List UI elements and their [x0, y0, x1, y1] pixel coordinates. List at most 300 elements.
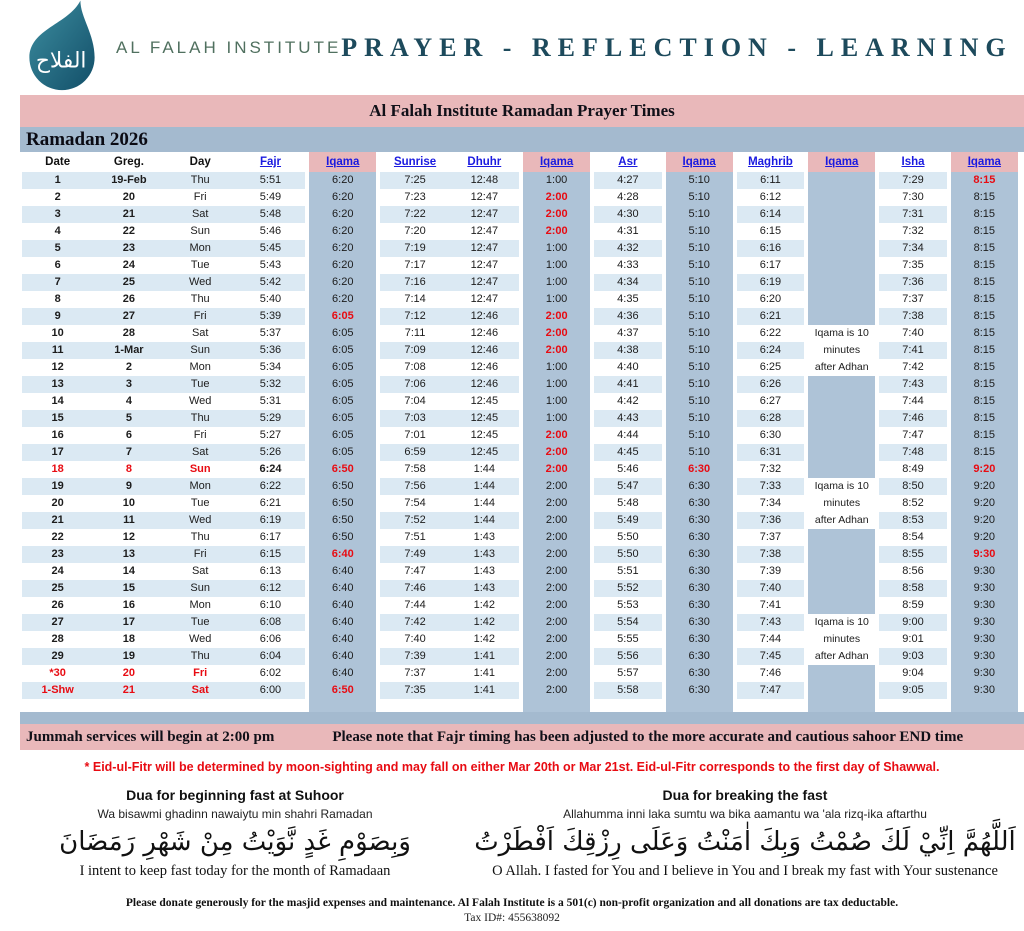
- cell-isha: 7:31: [877, 206, 948, 223]
- cell-dhuhr-iqama: 2:00: [521, 342, 592, 359]
- cell-fajr-iqama: 6:05: [307, 410, 378, 427]
- cell-day: Fri: [165, 308, 236, 325]
- cell-dhuhr-iqama: 2:00: [521, 682, 592, 699]
- cell-asr-iqama: 5:10: [664, 444, 735, 461]
- tax-id: Tax ID#: 455638092: [464, 912, 560, 924]
- cell-dhuhr-iqama: 1:00: [521, 274, 592, 291]
- cell-dhuhr: 12:47: [450, 189, 521, 206]
- cell-isha-iqama: 8:15: [949, 274, 1020, 291]
- cell-greg: 25: [93, 274, 164, 291]
- cell-isha: 8:49: [877, 461, 948, 478]
- cell-maghrib: 6:25: [735, 359, 806, 376]
- cell-fajr: 5:37: [236, 325, 307, 342]
- cell-date: 23: [22, 546, 93, 563]
- cell-fajr-iqama: 6:20: [307, 206, 378, 223]
- table-row: [22, 444, 1020, 461]
- cell-dhuhr-iqama: 2:00: [521, 631, 592, 648]
- cell-isha-iqama: 9:20: [949, 512, 1020, 529]
- table-header-row: [22, 152, 1020, 172]
- cell-isha-iqama: 8:15: [949, 444, 1020, 461]
- cell-maghrib: 6:27: [735, 393, 806, 410]
- cell-isha: 7:42: [877, 359, 948, 376]
- cell-dhuhr-iqama: [521, 699, 592, 712]
- cell-maghrib-iqama: [806, 597, 877, 614]
- cell-fajr: 5:45: [236, 240, 307, 257]
- cell-dhuhr-iqama: 2:00: [521, 563, 592, 580]
- cell-fajr: 6:04: [236, 648, 307, 665]
- table-row: [22, 580, 1020, 597]
- cell-asr-iqama: 5:10: [664, 291, 735, 308]
- cell-sunrise: 7:14: [378, 291, 449, 308]
- table-row: [22, 223, 1020, 240]
- cell-asr-iqama: 5:10: [664, 189, 735, 206]
- dua-suhoor-title: Dua for beginning fast at Suhoor: [126, 787, 344, 803]
- cell-sunrise: 7:52: [378, 512, 449, 529]
- cell-sunrise: 7:58: [378, 461, 449, 478]
- cell-greg: [93, 699, 164, 712]
- table-row: [22, 529, 1020, 546]
- table-row: [22, 512, 1020, 529]
- cell-asr: 4:44: [592, 427, 663, 444]
- cell-date: 5: [22, 240, 93, 257]
- cell-dhuhr: 1:44: [450, 495, 521, 512]
- col-header-fajr-iqama: Iqama: [307, 152, 378, 172]
- cell-maghrib-iqama: after Adhan: [806, 359, 877, 376]
- cell-maghrib-iqama: after Adhan: [806, 512, 877, 529]
- cell-maghrib: 7:40: [735, 580, 806, 597]
- cell-asr: 4:37: [592, 325, 663, 342]
- cell-fajr-iqama: 6:05: [307, 376, 378, 393]
- cell-fajr: 6:02: [236, 665, 307, 682]
- cell-date: 18: [22, 461, 93, 478]
- table-row: [22, 665, 1020, 682]
- cell-fajr: 6:00: [236, 682, 307, 699]
- table-row: [22, 631, 1020, 648]
- cell-fajr: 5:27: [236, 427, 307, 444]
- cell-maghrib-iqama: [806, 223, 877, 240]
- cell-asr: 5:47: [592, 478, 663, 495]
- cell-fajr: 6:15: [236, 546, 307, 563]
- cell-day: Thu: [165, 291, 236, 308]
- cell-dhuhr: 1:43: [450, 563, 521, 580]
- cell-day: Fri: [165, 665, 236, 682]
- cell-dhuhr-iqama: 2:00: [521, 478, 592, 495]
- cell-asr-iqama: 6:30: [664, 529, 735, 546]
- cell-date: [22, 699, 93, 712]
- cell-fajr-iqama: 6:40: [307, 665, 378, 682]
- cell-asr-iqama: 6:30: [664, 682, 735, 699]
- cell-dhuhr: 1:41: [450, 665, 521, 682]
- table-row: [22, 682, 1020, 699]
- cell-fajr-iqama: 6:20: [307, 274, 378, 291]
- cell-isha: 9:03: [877, 648, 948, 665]
- table-row: [22, 291, 1020, 308]
- cell-greg: 18: [93, 631, 164, 648]
- cell-isha: 7:37: [877, 291, 948, 308]
- cell-dhuhr: 12:47: [450, 223, 521, 240]
- cell-day: Wed: [165, 512, 236, 529]
- cell-dhuhr: 1:42: [450, 597, 521, 614]
- cell-maghrib-iqama: [806, 240, 877, 257]
- cell-isha: 7:35: [877, 257, 948, 274]
- cell-isha-iqama: 8:15: [949, 393, 1020, 410]
- cell-isha-iqama: 8:15: [949, 223, 1020, 240]
- cell-maghrib: 6:26: [735, 376, 806, 393]
- cell-greg: 20: [93, 189, 164, 206]
- cell-asr-iqama: 5:10: [664, 274, 735, 291]
- cell-fajr: 5:26: [236, 444, 307, 461]
- cell-isha-iqama: 9:20: [949, 529, 1020, 546]
- cell-day: Thu: [165, 410, 236, 427]
- cell-date: 19: [22, 478, 93, 495]
- cell-greg: 13: [93, 546, 164, 563]
- cell-day: Thu: [165, 172, 236, 189]
- cell-sunrise: 7:39: [378, 648, 449, 665]
- cell-day: Sat: [165, 682, 236, 699]
- cell-fajr-iqama: 6:20: [307, 240, 378, 257]
- cell-isha: 7:47: [877, 427, 948, 444]
- cell-sunrise: 7:51: [378, 529, 449, 546]
- cell-date: 26: [22, 597, 93, 614]
- cell-greg: 17: [93, 614, 164, 631]
- table-row: [22, 376, 1020, 393]
- dua-iftar-transliteration: Allahumma inni laka sumtu wa bika aamantu wa 'ala rizq-ika aftarthu: [563, 807, 927, 821]
- cell-dhuhr: 12:46: [450, 359, 521, 376]
- cell-maghrib: 7:43: [735, 614, 806, 631]
- col-header-isha: Isha: [877, 152, 948, 172]
- cell-sunrise: 7:37: [378, 665, 449, 682]
- col-header-greg: Greg.: [93, 152, 164, 172]
- cell-dhuhr-iqama: 2:00: [521, 223, 592, 240]
- cell-asr-iqama: 5:10: [664, 257, 735, 274]
- cell-greg: 22: [93, 223, 164, 240]
- cell-isha-iqama: 9:30: [949, 648, 1020, 665]
- cell-sunrise: 7:47: [378, 563, 449, 580]
- cell-date: 16: [22, 427, 93, 444]
- cell-day: Mon: [165, 240, 236, 257]
- cell-maghrib: 7:45: [735, 648, 806, 665]
- cell-fajr-iqama: 6:40: [307, 648, 378, 665]
- cell-asr: 4:45: [592, 444, 663, 461]
- cell-date: 29: [22, 648, 93, 665]
- cell-asr-iqama: 5:10: [664, 223, 735, 240]
- cell-fajr: 6:12: [236, 580, 307, 597]
- cell-asr-iqama: [664, 699, 735, 712]
- cell-isha: 8:58: [877, 580, 948, 597]
- cell-isha-iqama: 9:30: [949, 665, 1020, 682]
- cell-isha-iqama: 8:15: [949, 206, 1020, 223]
- cell-fajr-iqama: 6:40: [307, 597, 378, 614]
- cell-dhuhr: 12:47: [450, 291, 521, 308]
- cell-fajr-iqama: 6:20: [307, 223, 378, 240]
- cell-dhuhr-iqama: 2:00: [521, 461, 592, 478]
- cell-sunrise: 7:23: [378, 189, 449, 206]
- fajr-adjust-note: Please note that Fajr timing has been adjusted to the more accurate and cautious sahoor END time: [332, 728, 964, 745]
- cell-maghrib: 7:41: [735, 597, 806, 614]
- cell-greg: 27: [93, 308, 164, 325]
- cell-isha: 7:36: [877, 274, 948, 291]
- cell-asr: 4:36: [592, 308, 663, 325]
- cell-fajr-iqama: 6:20: [307, 172, 378, 189]
- cell-dhuhr-iqama: 2:00: [521, 665, 592, 682]
- cell-date: 28: [22, 631, 93, 648]
- cell-isha: 9:00: [877, 614, 948, 631]
- cell-asr: 5:57: [592, 665, 663, 682]
- cell-day: Mon: [165, 359, 236, 376]
- dua-suhoor-arabic: وَبِصَوْمِ غَدٍ نَّوَيْتُ مِنْ شَهْرِ رَمَضَانَ: [59, 827, 411, 857]
- cell-isha: 7:44: [877, 393, 948, 410]
- cell-dhuhr: 12:47: [450, 274, 521, 291]
- dua-iftar: [470, 787, 1024, 880]
- dua-suhoor: [0, 787, 470, 880]
- cell-day: [165, 699, 236, 712]
- cell-dhuhr-iqama: 2:00: [521, 308, 592, 325]
- table-row: [22, 427, 1020, 444]
- cell-maghrib: 7:37: [735, 529, 806, 546]
- cell-maghrib: 6:12: [735, 189, 806, 206]
- cell-sunrise: 7:49: [378, 546, 449, 563]
- cell-greg: 24: [93, 257, 164, 274]
- cell-isha-iqama: 9:30: [949, 563, 1020, 580]
- cell-fajr-iqama: 6:05: [307, 308, 378, 325]
- cell-asr: 5:49: [592, 512, 663, 529]
- cell-asr: 5:58: [592, 682, 663, 699]
- cell-greg: 12: [93, 529, 164, 546]
- cell-asr: 4:35: [592, 291, 663, 308]
- cell-greg: 21: [93, 206, 164, 223]
- cell-maghrib-iqama: [806, 580, 877, 597]
- cell-maghrib: 6:21: [735, 308, 806, 325]
- cell-isha-iqama: 9:30: [949, 546, 1020, 563]
- cell-isha-iqama: 9:30: [949, 580, 1020, 597]
- cell-maghrib-iqama: after Adhan: [806, 648, 877, 665]
- cell-sunrise: 7:09: [378, 342, 449, 359]
- cell-fajr-iqama: 6:50: [307, 529, 378, 546]
- cell-fajr: 5:31: [236, 393, 307, 410]
- cell-day: Sat: [165, 444, 236, 461]
- cell-maghrib-iqama: [806, 274, 877, 291]
- cell-isha-iqama: 8:15: [949, 325, 1020, 342]
- cell-date: 13: [22, 376, 93, 393]
- cell-fajr-iqama: 6:50: [307, 512, 378, 529]
- cell-sunrise: 7:01: [378, 427, 449, 444]
- cell-dhuhr: 12:46: [450, 342, 521, 359]
- cell-maghrib-iqama: [806, 291, 877, 308]
- cell-date: 22: [22, 529, 93, 546]
- cell-fajr-iqama: 6:40: [307, 614, 378, 631]
- table-row: [22, 648, 1020, 665]
- cell-sunrise: 7:25: [378, 172, 449, 189]
- cell-greg: 1-Mar: [93, 342, 164, 359]
- cell-maghrib: 7:44: [735, 631, 806, 648]
- cell-fajr: 6:22: [236, 478, 307, 495]
- cell-maghrib-iqama: [806, 206, 877, 223]
- cell-isha: 7:48: [877, 444, 948, 461]
- cell-day: Wed: [165, 631, 236, 648]
- cell-asr-iqama: 6:30: [664, 546, 735, 563]
- cell-day: Mon: [165, 597, 236, 614]
- cell-fajr-iqama: 6:50: [307, 682, 378, 699]
- cell-fajr: 5:34: [236, 359, 307, 376]
- cell-isha: 8:50: [877, 478, 948, 495]
- cell-day: Thu: [165, 529, 236, 546]
- cell-greg: 19-Feb: [93, 172, 164, 189]
- cell-asr: 4:31: [592, 223, 663, 240]
- table-row: [22, 172, 1020, 189]
- table-row: [22, 461, 1020, 478]
- cell-asr-iqama: 5:10: [664, 240, 735, 257]
- cell-maghrib: 6:11: [735, 172, 806, 189]
- cell-sunrise: 7:46: [378, 580, 449, 597]
- cell-asr: 5:48: [592, 495, 663, 512]
- cell-date: 7: [22, 274, 93, 291]
- cell-isha-iqama: 8:15: [949, 359, 1020, 376]
- cell-dhuhr: 12:46: [450, 376, 521, 393]
- cell-greg: 14: [93, 563, 164, 580]
- cell-isha: [877, 699, 948, 712]
- table-row: [22, 614, 1020, 631]
- cell-asr-iqama: 6:30: [664, 495, 735, 512]
- cell-maghrib: 7:38: [735, 546, 806, 563]
- table-row: [22, 478, 1020, 495]
- cell-isha: 7:29: [877, 172, 948, 189]
- cell-sunrise: 7:40: [378, 631, 449, 648]
- cell-date: 12: [22, 359, 93, 376]
- cell-asr: 4:27: [592, 172, 663, 189]
- cell-isha-iqama: 8:15: [949, 189, 1020, 206]
- cell-dhuhr: 12:47: [450, 240, 521, 257]
- cell-asr: 4:34: [592, 274, 663, 291]
- table-row: [22, 325, 1020, 342]
- cell-asr: 4:28: [592, 189, 663, 206]
- cell-dhuhr-iqama: 1:00: [521, 240, 592, 257]
- cell-isha: 7:41: [877, 342, 948, 359]
- donation-note: Please donate generously for the masjid expenses and maintenance. Al Falah Institute is a 501(c) non-profit organization and all donations are tax deductable.: [125, 897, 899, 909]
- cell-maghrib: 6:22: [735, 325, 806, 342]
- cell-maghrib: 6:15: [735, 223, 806, 240]
- cell-sunrise: 7:08: [378, 359, 449, 376]
- cell-asr-iqama: 6:30: [664, 461, 735, 478]
- cell-dhuhr-iqama: 2:00: [521, 206, 592, 223]
- cell-asr-iqama: 6:30: [664, 631, 735, 648]
- cell-dhuhr-iqama: 2:00: [521, 189, 592, 206]
- cell-fajr: [236, 699, 307, 712]
- cell-asr-iqama: 5:10: [664, 206, 735, 223]
- cell-maghrib-iqama: Iqama is 10: [806, 614, 877, 631]
- cell-asr-iqama: 5:10: [664, 325, 735, 342]
- cell-dhuhr: 1:42: [450, 614, 521, 631]
- cell-isha-iqama: 8:15: [949, 257, 1020, 274]
- cell-sunrise: 7:22: [378, 206, 449, 223]
- table-row: [22, 274, 1020, 291]
- cell-maghrib-iqama: [806, 461, 877, 478]
- cell-maghrib-iqama: Iqama is 10: [806, 478, 877, 495]
- cell-date: 27: [22, 614, 93, 631]
- cell-maghrib: 7:39: [735, 563, 806, 580]
- cell-dhuhr-iqama: 1:00: [521, 291, 592, 308]
- cell-maghrib-iqama: [806, 189, 877, 206]
- cell-maghrib-iqama: [806, 682, 877, 699]
- cell-greg: 2: [93, 359, 164, 376]
- table-row: [22, 563, 1020, 580]
- cell-sunrise: 7:04: [378, 393, 449, 410]
- cell-fajr: 5:36: [236, 342, 307, 359]
- cell-dhuhr-iqama: 2:00: [521, 325, 592, 342]
- cell-isha: 8:56: [877, 563, 948, 580]
- cell-fajr: 5:42: [236, 274, 307, 291]
- cell-asr: 4:33: [592, 257, 663, 274]
- cell-date: 4: [22, 223, 93, 240]
- cell-asr-iqama: 5:10: [664, 393, 735, 410]
- cell-asr-iqama: 5:10: [664, 410, 735, 427]
- cell-isha-iqama: 9:30: [949, 614, 1020, 631]
- cell-isha-iqama: 9:30: [949, 631, 1020, 648]
- cell-dhuhr: [450, 699, 521, 712]
- cell-asr: 4:32: [592, 240, 663, 257]
- notes-bar: [20, 724, 1024, 750]
- cell-maghrib: 6:20: [735, 291, 806, 308]
- cell-fajr-iqama: 6:05: [307, 444, 378, 461]
- cell-maghrib: 7:36: [735, 512, 806, 529]
- cell-fajr-iqama: 6:05: [307, 393, 378, 410]
- cell-greg: 8: [93, 461, 164, 478]
- cell-sunrise: 7:19: [378, 240, 449, 257]
- cell-maghrib: 6:19: [735, 274, 806, 291]
- cell-isha: 9:01: [877, 631, 948, 648]
- cell-isha-iqama: 9:20: [949, 461, 1020, 478]
- cell-maghrib: [735, 699, 806, 712]
- cell-fajr: 6:06: [236, 631, 307, 648]
- table-row: [22, 410, 1020, 427]
- institute-name: AL FALAH INSTITUTE: [116, 37, 342, 57]
- cell-dhuhr: 12:45: [450, 410, 521, 427]
- cell-asr: 4:41: [592, 376, 663, 393]
- cell-date: 3: [22, 206, 93, 223]
- cell-dhuhr: 1:42: [450, 631, 521, 648]
- cell-maghrib-iqama: [806, 665, 877, 682]
- cell-maghrib: 6:14: [735, 206, 806, 223]
- cell-maghrib-iqama: [806, 427, 877, 444]
- cell-dhuhr-iqama: 2:00: [521, 580, 592, 597]
- cell-date: 6: [22, 257, 93, 274]
- cell-asr: 5:53: [592, 597, 663, 614]
- col-header-maghrib-iqama: Iqama: [806, 152, 877, 172]
- cell-dhuhr-iqama: 1:00: [521, 393, 592, 410]
- cell-sunrise: 7:42: [378, 614, 449, 631]
- cell-fajr: 5:29: [236, 410, 307, 427]
- cell-day: Tue: [165, 495, 236, 512]
- table-row: [22, 597, 1020, 614]
- cell-maghrib-iqama: [806, 257, 877, 274]
- cell-sunrise: 7:16: [378, 274, 449, 291]
- cell-maghrib: 6:31: [735, 444, 806, 461]
- tagline: PRAYER - REFLECTION - LEARNING: [341, 32, 1013, 62]
- cell-sunrise: 7:44: [378, 597, 449, 614]
- cell-maghrib-iqama: [806, 376, 877, 393]
- cell-date: 11: [22, 342, 93, 359]
- cell-day: Sat: [165, 325, 236, 342]
- col-header-sunrise: Sunrise: [378, 152, 449, 172]
- cell-asr: 5:55: [592, 631, 663, 648]
- cell-dhuhr: 12:47: [450, 206, 521, 223]
- cell-isha: 8:55: [877, 546, 948, 563]
- cell-date: *30: [22, 665, 93, 682]
- cell-asr: 5:51: [592, 563, 663, 580]
- cell-sunrise: 7:17: [378, 257, 449, 274]
- cell-day: Fri: [165, 189, 236, 206]
- cell-fajr-iqama: 6:50: [307, 461, 378, 478]
- col-header-date: Date: [22, 152, 93, 172]
